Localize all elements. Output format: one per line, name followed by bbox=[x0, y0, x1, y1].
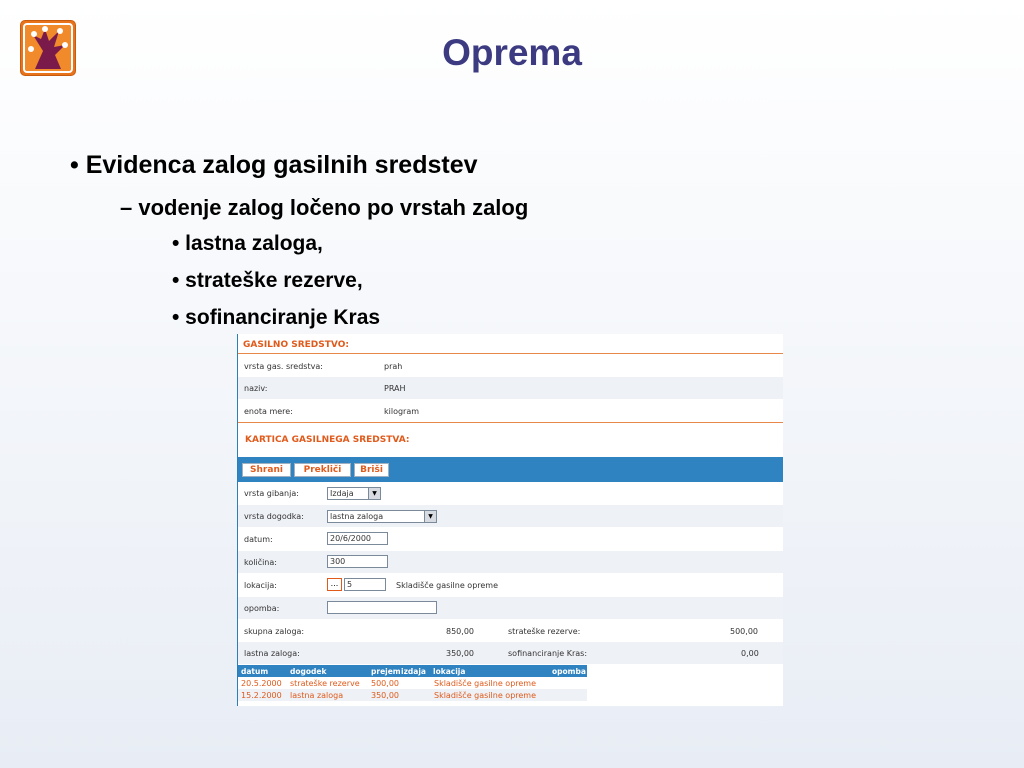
skupna-value: 850,00 bbox=[446, 627, 474, 636]
info-value: prah bbox=[384, 362, 403, 371]
info-label: enota mere: bbox=[244, 407, 293, 416]
save-button[interactable]: Shrani bbox=[242, 463, 291, 477]
dogodek-select[interactable] bbox=[327, 510, 437, 523]
cell-dogodek: strateške rezerve bbox=[290, 679, 360, 688]
strateske-label: strateške rezerve: bbox=[508, 627, 581, 636]
lokacija-label: lokacija: bbox=[244, 581, 277, 590]
info-row bbox=[238, 400, 783, 422]
field-row bbox=[238, 597, 783, 619]
cell-lokacija: Skladišče gasilne opreme bbox=[434, 679, 537, 688]
bullet-vodenje: – vodenje zalog ločeno po vrstah zalog bbox=[120, 195, 529, 220]
lokacija-name: Skladišče gasilne opreme bbox=[396, 581, 499, 590]
bullet-sofinanciranje: • sofinanciranje Kras bbox=[172, 306, 381, 329]
chevron-down-icon[interactable]: ▼ bbox=[424, 511, 436, 522]
info-label: naziv: bbox=[244, 384, 268, 393]
bullet-evidenca: • Evidenca zalog gasilnih sredstev bbox=[70, 151, 478, 179]
lokacija-picker-button[interactable]: ... bbox=[327, 578, 342, 591]
cell-dogodek: lastna zaloga bbox=[290, 691, 344, 700]
field-row bbox=[238, 528, 783, 550]
cell-datum: 20.5.2000 bbox=[241, 679, 282, 688]
sofin-value: 0,00 bbox=[741, 649, 759, 658]
divider bbox=[238, 353, 783, 354]
info-value: kilogram bbox=[384, 407, 420, 416]
slide-title: Oprema bbox=[442, 32, 582, 73]
cell-lokacija: Skladišče gasilne opreme bbox=[434, 691, 537, 700]
kolicina-input[interactable]: 300 bbox=[327, 555, 388, 568]
gibanje-select[interactable] bbox=[327, 487, 381, 500]
lastna-label: lastna zaloga: bbox=[244, 649, 300, 658]
sofin-label: sofinanciranje Kras: bbox=[508, 649, 588, 658]
delete-button[interactable]: Briši bbox=[354, 463, 389, 477]
field-row bbox=[238, 574, 783, 596]
divider bbox=[238, 422, 783, 423]
gibanje-label: vrsta gibanja: bbox=[244, 489, 299, 498]
chevron-down-icon[interactable]: ▼ bbox=[368, 488, 380, 499]
col-opomba: opomba bbox=[552, 667, 586, 676]
col-dogodek: dogodek bbox=[290, 667, 327, 676]
info-row bbox=[238, 377, 783, 399]
kolicina-label: količina: bbox=[244, 558, 277, 567]
info-value: PRAH bbox=[384, 384, 406, 393]
cancel-button[interactable]: Prekliči bbox=[294, 463, 351, 477]
cell-datum: 15.2.2000 bbox=[241, 691, 282, 700]
gibanje-value: Izdaja bbox=[330, 489, 354, 498]
skupna-label: skupna zaloga: bbox=[244, 627, 305, 636]
datum-input[interactable]: 20/6/2000 bbox=[327, 532, 388, 545]
field-row bbox=[238, 551, 783, 573]
cell-prejem: 350,00 bbox=[371, 691, 399, 700]
table-row[interactable] bbox=[238, 677, 587, 689]
opomba-input[interactable] bbox=[327, 601, 437, 614]
form-toolbar bbox=[238, 457, 783, 482]
strateske-value: 500,00 bbox=[730, 627, 758, 636]
history-header bbox=[238, 665, 587, 677]
datum-label: datum: bbox=[244, 535, 273, 544]
field-row bbox=[238, 482, 783, 504]
bullet-strateske: • strateške rezerve, bbox=[172, 269, 363, 292]
info-row bbox=[238, 355, 783, 377]
stock-card-form bbox=[237, 334, 783, 706]
cell-prejem: 500,00 bbox=[371, 679, 399, 688]
col-lokacija: lokacija bbox=[433, 667, 466, 676]
info-label: vrsta gas. sredstva: bbox=[244, 362, 323, 371]
totals-row bbox=[238, 642, 783, 664]
lokacija-input[interactable]: 5 bbox=[344, 578, 386, 591]
col-izdaja: izdaja bbox=[401, 667, 426, 676]
section-title-kartica: KARTICA GASILNEGA SREDSTVA: bbox=[245, 435, 410, 445]
table-row[interactable] bbox=[238, 689, 587, 701]
bullet-lastna: • lastna zaloga, bbox=[172, 232, 323, 255]
dogodek-value: lastna zaloga bbox=[330, 512, 384, 521]
lastna-value: 350,00 bbox=[446, 649, 474, 658]
field-row bbox=[238, 505, 783, 527]
dogodek-label: vrsta dogodka: bbox=[244, 512, 304, 521]
opomba-label: opomba: bbox=[244, 604, 280, 613]
section-title-sredstvo: GASILNO SREDSTVO: bbox=[243, 340, 349, 350]
col-prejem: prejem bbox=[371, 667, 401, 676]
col-datum: datum bbox=[241, 667, 269, 676]
totals-row bbox=[238, 620, 783, 642]
